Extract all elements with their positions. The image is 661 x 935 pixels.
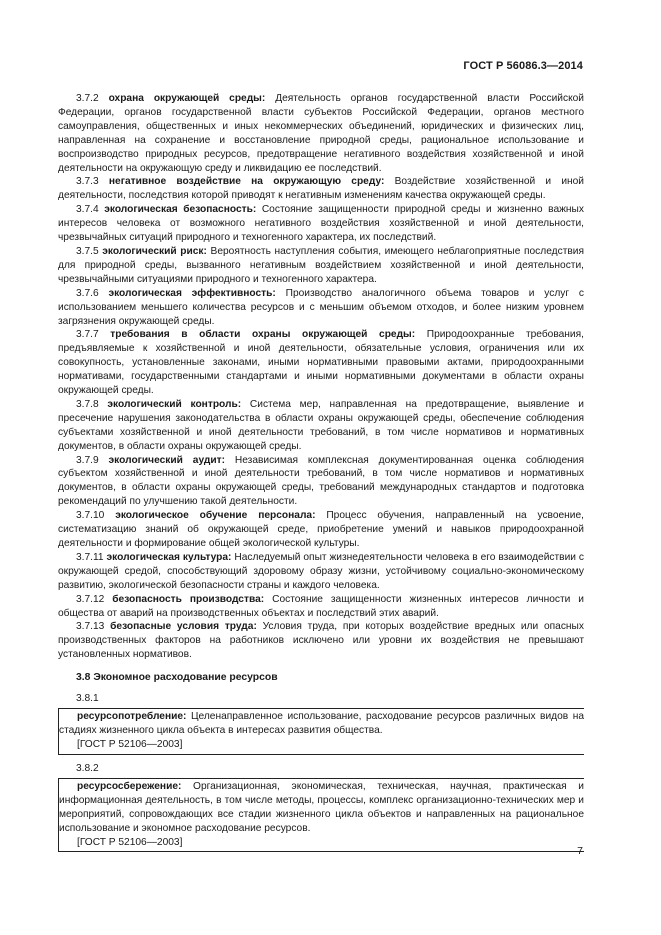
- term-name: охрана окружающей среды:: [108, 93, 266, 104]
- term-number: 3.7.8: [76, 398, 99, 410]
- term-entry-3-7-2: [58, 92, 584, 175]
- term-number: 3.7.13: [76, 621, 105, 633]
- term-definition: Целенаправленное использование, расходование ресурсов различных видов на стадиях жизненного цикла объекта в интересах развития общества.: [59, 711, 584, 737]
- term-entry-3-7-9: [58, 454, 584, 510]
- term-name: экологический риск:: [102, 245, 207, 257]
- term-definition: Система мер, направленная на предотвращение, выявление и пресечение нарушения законодательства в области охраны окружающей среды, обеспечение соблюдения субъектами хозяйственной и иной деятельности требований, в том числе нормативов и нормативных документов, в области охраны окружающей среды.: [58, 398, 584, 452]
- term-number: 3.7.4: [76, 204, 99, 216]
- term-entry-3-7-6: [58, 287, 584, 329]
- document-header: ГОСТ Р 56086.3—2014: [463, 60, 583, 72]
- term-definition: Организационная, экономическая, техническая, научная, практическая и информационная деятельность, в том числе методы, процессы, комплекс организационно-технических мер и мероприятий, сопровождающих все стадии жизненного цикла объектов и направленных на рациональное использование и экономное расходование ресурсов.: [59, 780, 584, 834]
- term-name: экологический контроль:: [107, 398, 242, 410]
- term-number: 3.7.3: [76, 176, 99, 188]
- term-name: экологический аудит:: [108, 454, 225, 466]
- term-entry-3-8-1: [59, 710, 584, 738]
- term-definition: Независимая комплексная документированная оценка соблюдения субъектом хозяйственной и иной деятельности требований, в том числе нормативов и нормативных документов, в области охраны окружающей среды, требований международных стандартов и подготовка рекомендаций по улучшению такой деятельности.: [58, 454, 584, 508]
- term-entry-3-7-3: [58, 175, 584, 203]
- term-definition: Природоохранные требования, предъявляемые к хозяйственной и иной деятельности, обязательные условия, ограничения или их совокупность, установленные законами, иными нормативными правовыми актами, природоохранными нормативами, государственными стандартами и иными нормативными документами в области охраны окружающей среды.: [58, 329, 584, 397]
- term-entry-3-7-11: [58, 551, 584, 593]
- term-entry-3-8-2: [59, 780, 584, 836]
- term-entry-3-7-8: [58, 398, 584, 454]
- term-number: 3.7.12: [76, 593, 105, 605]
- term-definition: Производство аналогичного объема товаров и услуг с использованием меньшего количества ресурсов и с меньшим объемом отходов, и более низким уровнем загрязнения окружающей среды.: [58, 287, 584, 327]
- term-entry-3-7-4: [58, 203, 584, 245]
- term-number: 3.7.9: [76, 454, 99, 466]
- term-name: негативное воздействие на окружающую среду:: [108, 176, 385, 188]
- term-definition: Состояние защищенности жизненных интересов личности и общества от аварий на производственных объектах и последствий этих аварий.: [58, 593, 584, 619]
- term-number: 3.7.2: [76, 93, 99, 104]
- term-name: требования в области охраны окружающей среды:: [110, 329, 416, 341]
- term-name: экологическое обучение персонала:: [115, 510, 316, 522]
- term-number: 3.7.5: [76, 245, 99, 257]
- standard-reference: [ГОСТ Р 52106—2003]: [77, 836, 183, 848]
- term-number: 3.7.11: [76, 551, 104, 563]
- term-definition: Процесс обучения, направленный на усвоение, систематизацию знаний об окружающей среде, приобретение умений и навыков природоохранной деятельности и формирование общей экологической культуры.: [58, 510, 584, 549]
- term-name: экологическая безопасность:: [104, 204, 257, 216]
- subsection-number: 3.8.1: [76, 693, 99, 705]
- term-entry-3-7-7: [58, 328, 584, 398]
- term-name: безопасные условия труда:: [110, 621, 257, 633]
- section-heading: 3.8 Экономное расходование ресурсов: [76, 672, 278, 684]
- term-number: 3.7.6: [76, 287, 99, 299]
- subsection-number: 3.8.2: [76, 762, 99, 774]
- term-name: экологическая эффективность:: [108, 287, 276, 299]
- term-name: безопасность производства:: [112, 593, 265, 605]
- term-definition: Условия труда, при которых воздействие вредных или опасных производственных факторов на работников исключено или уровни их воздействия не превышают установленных нормативов.: [58, 621, 584, 661]
- term-definition: Деятельность органов государственной власти Российской Федерации, органов государственной власти субъектов Российской Федерации, органов местного самоуправления, общественных и иных некоммерческих объединений, юридических и физических лиц, направленная на сохранение и восстановление природной среды, рациональное использование и воспроизводство природных ресурсов, предотвращение негативного воздействия хозяйственной и иной деятельности на окружающую среду и ликвидацию ее последствий.: [58, 93, 584, 174]
- term-definition: Воздействие хозяйственной и иной деятельности, последствия которой приводят к негативным изменениям качества окружающей среды.: [58, 176, 584, 202]
- term-name: экологическая культура:: [106, 551, 232, 563]
- term-definition: Наследуемый опыт жизнедеятельности человека в его взаимодействии с окружающей средой, способствующий здоровому образу жизни, устойчивому социально-экономическому развитию, экологической безопасности страны и каждого человека.: [58, 551, 584, 591]
- document-body: [58, 92, 584, 852]
- term-box-3-8-2: [58, 778, 584, 853]
- term-entry-3-7-5: [58, 245, 584, 287]
- standard-reference: [ГОСТ Р 52106—2003]: [77, 738, 183, 750]
- term-entry-3-7-10: [58, 509, 584, 551]
- term-name: ресурсопотребление:: [77, 711, 187, 723]
- page-number: 7: [577, 845, 583, 857]
- term-box-3-8-1: [58, 708, 584, 755]
- term-definition: Вероятность наступления события, имеющего неблагоприятные последствия для природной среды, вызванного негативным воздействием хозяйственной и иной деятельности, чрезвычайными ситуациями природного и техногенного характера.: [58, 245, 584, 285]
- term-definition: Состояние защищенности природной среды и жизненно важных интересов человека от возможного негативного воздействия хозяйственной и иной деятельности, чрезвычайных ситуаций природного и техногенного характера, их последствий.: [58, 204, 584, 244]
- term-number: 3.7.10: [76, 510, 105, 522]
- term-number: 3.7.7: [76, 329, 99, 341]
- term-entry-3-7-13: [58, 620, 584, 662]
- term-entry-3-7-12: [58, 593, 584, 621]
- term-name: ресурсосбережение:: [77, 780, 182, 792]
